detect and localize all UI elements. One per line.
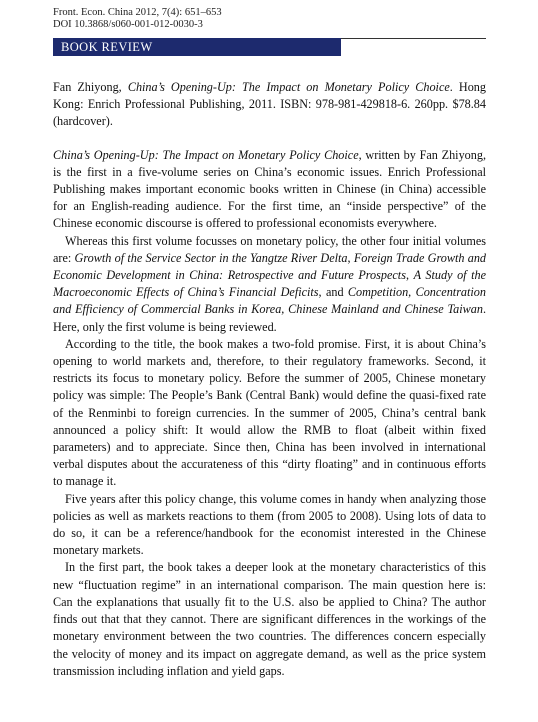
paragraph-2 xyxy=(53,233,486,336)
book-title-1: Growth of the Service Sector in the Yangtze River Delta xyxy=(74,250,348,265)
paragraph-1-text: , written by Fan Zhiyong, is the first in a five-volume series on China’s economic issues. Enrich Professional Publishing makes important economic books written in Chinese (in China) accessible for an English-reading audience. For the first time, an “inside perspective” of the Chinese economic discourse is offered to professional economists everywhere. xyxy=(53,147,486,231)
section-banner xyxy=(53,38,341,56)
citation-author: Fan Zhiyong, xyxy=(53,80,128,94)
citation-title: China’s Opening-Up: The Impact on Monetary Policy Choice xyxy=(127,80,450,94)
review-body xyxy=(53,79,486,680)
paragraph-3: According to the title, the book makes a two-fold promise. First, it is about China’s opening to world markets and, therefore, to their regulatory frameworks. Second, it restricts its focus to monetary policy. Before the summer of 2005, Chinese monetary policy was simple: The People’s Bank (Central Bank) would define the quasi-fixed rate of the Renminbi to foreign currencies. In the summer of 2005, China’s central bank announced a policy shift: It would allow the RMB to float (albeit within fixed parameters) and to appreciate. Since then, China has been involved in international verbal disputes about the accurateness of this “dirty floating” and in continuous efforts to manage it. xyxy=(53,336,486,489)
separator: , and xyxy=(318,285,348,300)
citation-details: . Hong Kong: Enrich Professional Publishing, 2011. ISBN: 978-981-429818-6. 260pp. $78.84 (hardcover). xyxy=(53,80,486,129)
paragraph-5: In the first part, the book takes a deeper look at the monetary characteristics of this new “fluctuation regime” in an international comparison. The main question here is: Can the explanations that usually fit to the U.S. also be applied to China? The author finds out that that they cannot. There are significant differences in the workings of the monetary environment between the two countries. The differences concern especially the velocity of money and its impact on aggregate demand, as well as the price system transmission including inflation and yield gaps. xyxy=(53,560,486,678)
book-citation xyxy=(53,79,486,131)
doi-line: DOI 10.3868/s060-001-012-0030-3 xyxy=(53,19,203,30)
paragraph-1-title: China’s Opening-Up: The Impact on Monetary Policy Choice xyxy=(53,147,359,162)
book-title-2: Foreign Trade Growth and Economic Development in China: Retrospective and Future Prospects xyxy=(53,250,487,283)
article-header xyxy=(53,7,222,31)
paragraph-1 xyxy=(53,147,486,233)
book-title-4: Competition, Concentration and Efficiency of Commercial Banks in Korea, Chinese Mainland and Chinese Taiwan xyxy=(53,285,486,317)
section-label: BOOK REVIEW xyxy=(61,40,153,54)
separator: , xyxy=(347,250,354,265)
book-title-3: A Study of the Macroeconomic Effects of China’s Financial Deficits xyxy=(53,268,487,300)
separator: , xyxy=(405,268,414,283)
journal-citation-line: Front. Econ. China 2012, 7(4): 651–653 xyxy=(53,7,222,18)
paragraph-2-ending: . Here, only the first volume is being reviewed. xyxy=(53,302,486,334)
paragraph-4: Five years after this policy change, this volume comes in handy when analyzing those policies as well as markets reactions to them (from 2005 to 2008). Using lots of data to do so, it can be a reference/handbook for the economist interested in the Chinese monetary markets. xyxy=(53,491,486,558)
paragraph-2-text: Whereas this first volume focusses on monetary policy, the other four initial volumes are: xyxy=(53,233,486,265)
header-rule xyxy=(341,38,486,39)
